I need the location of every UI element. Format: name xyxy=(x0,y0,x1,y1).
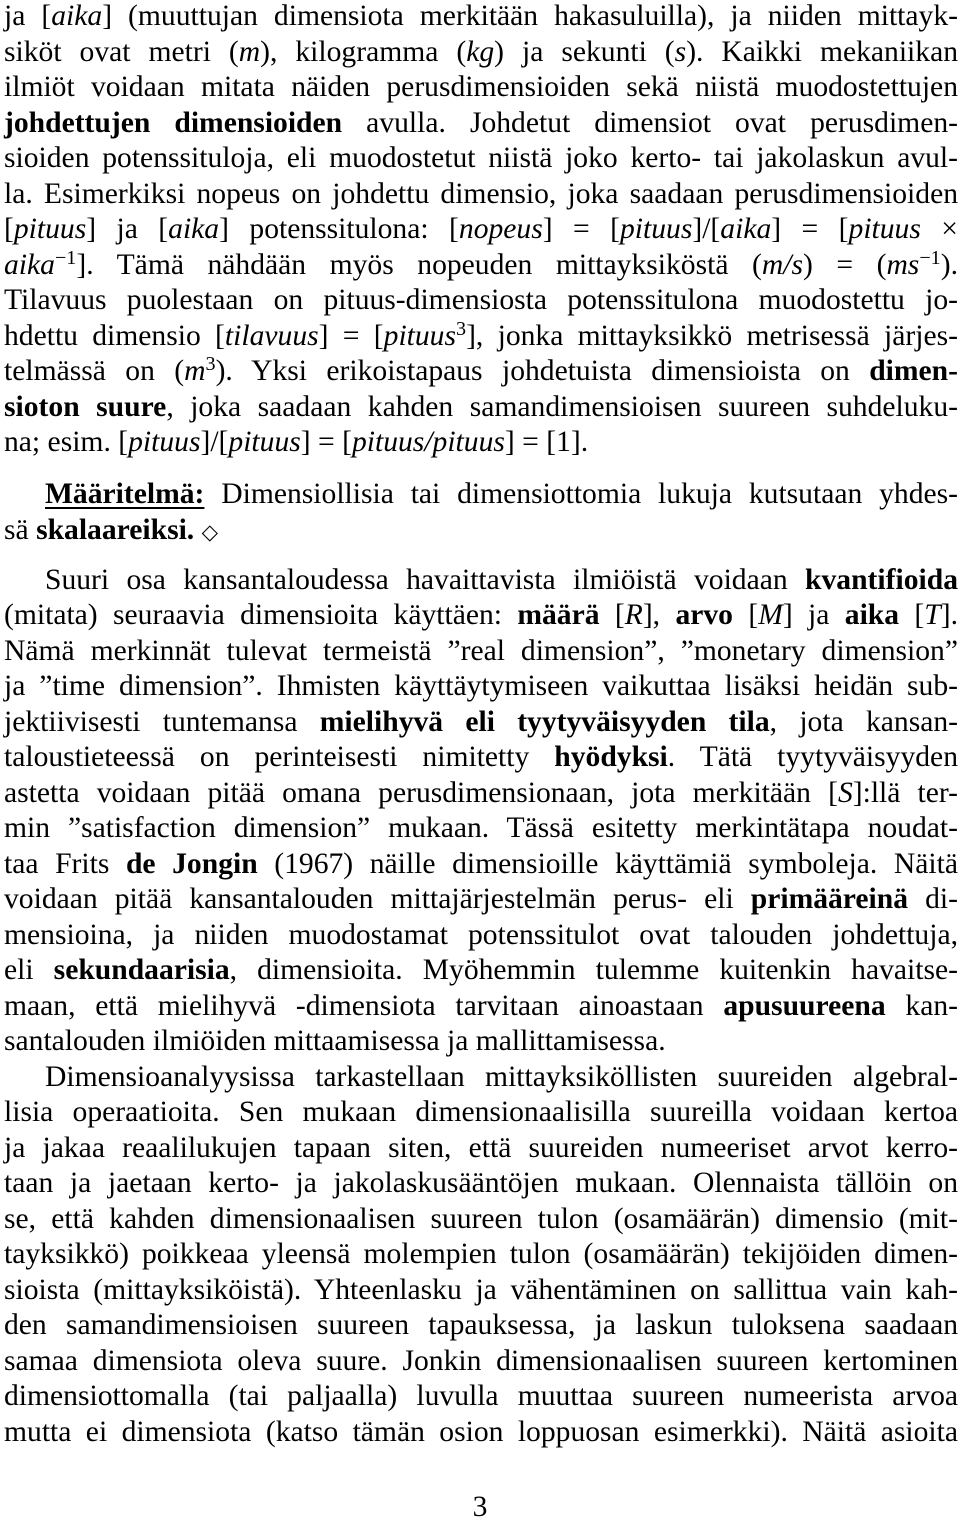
math-italic-text: kg xyxy=(466,35,495,68)
bold-term: arvo xyxy=(675,599,733,631)
text-line xyxy=(4,1415,958,1451)
superscript: 3 xyxy=(205,352,216,375)
text-run: siköt ovat metri ( xyxy=(4,35,239,68)
text-line xyxy=(4,513,958,549)
math-italic-text: tilavuus xyxy=(224,319,319,352)
text-run: eli xyxy=(4,954,54,986)
text-line xyxy=(4,1024,958,1060)
text-run: na; esim. [ xyxy=(4,426,129,458)
text-line xyxy=(4,776,958,812)
text-run: [ xyxy=(899,599,925,631)
text-run: (1967) näille dimensioille käyttämiä symboleja. Näitä xyxy=(257,847,958,880)
text-run: ]. Tämä nähdään myös nopeuden mittayksiköstä ( xyxy=(76,248,762,281)
text-line xyxy=(4,563,958,599)
math-italic-text: ms xyxy=(886,248,920,281)
text-run: ja [ xyxy=(4,0,52,32)
bold-term: apusuureena xyxy=(723,989,886,1022)
text-line xyxy=(4,0,958,35)
bold-term: hyödyksi xyxy=(554,741,668,773)
math-italic-text: T xyxy=(924,599,941,631)
math-italic-text: pituus xyxy=(13,213,87,245)
paragraph-economic-dimensions xyxy=(4,563,958,1060)
math-italic-text: pituus xyxy=(848,213,921,245)
text-run: ]. xyxy=(940,599,958,631)
text-run: Suuri osa kansantaloudessa havaittavista ilmiöistä voidaan xyxy=(45,563,806,596)
text-run: sioista (mittayksiköistä). Yhteenlasku ja vähentäminen on sallittua vain kah- xyxy=(4,1273,958,1306)
text-run: [ xyxy=(4,213,14,245)
text-line xyxy=(4,425,958,461)
text-run: ] = [ xyxy=(771,213,849,245)
text-run: ] (muuttujan dimensiota merkitään hakasuluilla), ja niiden mittayk- xyxy=(102,0,958,32)
text-run: ], jonka mittayksikkö metrisessä järjes- xyxy=(466,319,958,352)
text-run: taloustieteessä on perinteisesti nimitetty xyxy=(4,741,555,773)
math-italic-text: s xyxy=(674,35,687,68)
text-run: astetta voidaan pitää omana perusdimensionaan, jota merkitään [ xyxy=(4,776,838,809)
text-line xyxy=(4,177,958,213)
text-line xyxy=(4,141,958,177)
text-line xyxy=(4,1237,958,1273)
text-line xyxy=(4,1379,958,1415)
text-line xyxy=(4,1095,958,1131)
body-text xyxy=(4,0,958,1450)
text-line xyxy=(4,811,958,847)
bold-term: johdettujen dimensioiden xyxy=(4,106,343,139)
math-italic-text: M xyxy=(758,599,783,631)
text-run: la. Esimerkiksi nopeus on johdettu dimensio, joka saadaan perusdimensioiden xyxy=(4,177,958,210)
text-run: ). xyxy=(940,248,958,281)
text-run: . Tätä tyytyväisyyden xyxy=(667,741,958,773)
superscript: 3 xyxy=(456,317,467,340)
paragraph-dimensional-analysis xyxy=(4,1060,958,1451)
text-run: se, että kahden dimensionaalisen suureen tulon (osamäärän) dimensio (mit- xyxy=(4,1202,958,1235)
text-run: taan ja jaetaan kerto- ja jakolaskusääntöjen mukaan. Olennaista tällöin on xyxy=(4,1167,958,1199)
math-italic-text: m/s xyxy=(761,248,803,281)
text-line xyxy=(4,953,958,989)
text-line xyxy=(4,705,958,741)
math-italic-text: S xyxy=(837,776,853,809)
text-run: ) = ( xyxy=(802,248,887,281)
text-run: maan, että mielihyvä -dimensiota tarvitaan ainoastaan xyxy=(4,989,724,1022)
text-run: samaa dimensiota oleva suure. Jonkin dimensionaalisen suureen kertominen xyxy=(4,1344,958,1377)
math-italic-text: m xyxy=(184,355,206,387)
text-run: , jota kansan- xyxy=(769,705,959,738)
text-run: ] ja xyxy=(782,599,845,631)
bold-term: kvantifioida xyxy=(805,563,958,596)
text-run: ]/[ xyxy=(200,426,229,458)
text-run: min ”satisfaction dimension” mukaan. Tässä esitetty merkintätapa noudat- xyxy=(4,812,958,844)
text-line xyxy=(4,477,958,513)
text-run: den samandimensioisen suureen tapauksessa, ja laskun tuloksena saadaan xyxy=(4,1309,958,1341)
text-line xyxy=(4,1166,958,1202)
text-run: , dimensioita. Myöhemmin tulemme kuitenkin havaitse- xyxy=(229,954,959,986)
text-line xyxy=(4,989,958,1025)
bold-term: sioton suure xyxy=(4,390,167,423)
math-italic-text: pituus/pituus xyxy=(351,426,505,458)
text-line xyxy=(4,1060,958,1096)
text-run: Tilavuus puolestaan on pituus-dimensiosta potenssitulona muodostettu jo- xyxy=(4,284,958,316)
text-run: [ xyxy=(599,599,625,631)
definition-label: Määritelmä: xyxy=(45,478,205,510)
text-run: ] = [ xyxy=(318,319,384,352)
text-run: ), kilogramma ( xyxy=(260,35,467,68)
text-run: sioiden potenssituloja, eli muodostetut niistä joko kerto- tai jakolaskun avul- xyxy=(4,142,958,174)
math-italic-text: pituus xyxy=(383,319,456,352)
text-line xyxy=(4,106,958,142)
text-run: taa Frits xyxy=(4,847,126,880)
text-run: ]:llä ter- xyxy=(852,776,959,809)
text-run: ] ja [ xyxy=(86,213,169,245)
math-italic-text: nopeus xyxy=(458,213,543,245)
math-italic-text: m xyxy=(238,35,261,68)
text-run: ]/[ xyxy=(692,213,721,245)
text-line xyxy=(4,1131,958,1167)
text-run: ], xyxy=(642,599,676,631)
text-run xyxy=(194,514,201,546)
superscript: −1 xyxy=(919,246,941,269)
text-run: ). Kaikki mekaniikan xyxy=(686,35,959,68)
text-line xyxy=(4,1308,958,1344)
text-run: ] = [ xyxy=(300,426,352,458)
text-run: ] = [1]. xyxy=(504,426,589,458)
text-line xyxy=(4,918,958,954)
text-line xyxy=(4,390,958,426)
text-run: avulla. Johdetut dimensiot ovat perusdimen- xyxy=(342,106,958,139)
text-run: tayksikkö) poikkeaa yleensä molempien tulon (osamäärän) tekijöiden dimen- xyxy=(4,1238,958,1270)
text-run: ilmiöt voidaan mitata näiden perusdimensioiden sekä niistä muodostettujen xyxy=(4,71,958,103)
text-run: mensioina, ja niiden muodostamat potenssitulot ovat talouden johdettuja, xyxy=(4,918,958,951)
text-run: × xyxy=(920,213,958,245)
text-line xyxy=(4,882,958,918)
text-line xyxy=(4,283,958,319)
text-run: kan- xyxy=(885,989,958,1022)
text-run: sä xyxy=(4,513,37,546)
math-italic-text: aika xyxy=(168,213,220,245)
text-run: mutta ei dimensiota (katso tämän osion loppuosan esimerkki). Näitä asioita xyxy=(4,1415,958,1448)
math-italic-text: aika xyxy=(720,213,772,245)
bold-term: dimen- xyxy=(869,355,958,387)
text-line xyxy=(4,1273,958,1309)
paragraph-dimensions-intro xyxy=(4,0,958,461)
text-run: telmässä on ( xyxy=(4,355,185,387)
text-run: ) ja sekunti ( xyxy=(494,35,675,68)
math-italic-text: aika xyxy=(4,248,55,281)
end-of-definition-diamond-icon: ◇ xyxy=(201,519,219,545)
text-run: santalouden ilmiöiden mittaamisessa ja mallittamisessa. xyxy=(4,1025,666,1057)
math-italic-text: pituus xyxy=(620,213,693,245)
text-line xyxy=(4,598,958,634)
text-run: ). Yksi erikoistapaus johdetuista dimensioista on xyxy=(215,355,870,387)
text-run: Dimensiollisia tai dimensiottomia lukuja kutsutaan yhdes- xyxy=(204,478,958,510)
text-run: lisia operaatioita. Sen mukaan dimensionaalisilla suureilla voidaan kertoa xyxy=(4,1096,958,1128)
superscript: −1 xyxy=(54,246,77,269)
text-line xyxy=(4,354,958,390)
definition-paragraph xyxy=(4,477,958,548)
math-italic-text: aika xyxy=(51,0,103,32)
text-line xyxy=(4,847,958,883)
text-run: ja jakaa reaalilukujen tapaan siten, että suureiden numeeriset arvot kerro- xyxy=(4,1131,958,1164)
text-run: , joka saadaan kahden samandimensioisen suureen suhdeluku- xyxy=(166,390,959,423)
text-line xyxy=(4,1202,958,1238)
text-line xyxy=(4,1344,958,1380)
text-line xyxy=(4,634,958,670)
text-run: ] potenssitulona: [ xyxy=(219,213,459,245)
text-line xyxy=(4,319,958,355)
page-number: 3 xyxy=(472,1491,488,1523)
text-run: Nämä merkinnät tulevat termeistä ”real dimension”, ”monetary dimension” xyxy=(4,634,958,667)
text-line xyxy=(4,248,958,284)
text-line xyxy=(4,70,958,106)
text-run: hdettu dimensio [ xyxy=(4,319,225,352)
bold-term: skalaareiksi. xyxy=(36,513,195,546)
text-run: ] = [ xyxy=(542,213,620,245)
bold-term: aika xyxy=(844,599,900,631)
text-run: dimensiottomalla (tai paljaalla) luvulla muuttaa suureen numeerista arvoa xyxy=(4,1380,958,1412)
text-run: (mitata) seuraavia dimensioita käyttäen: xyxy=(4,599,518,631)
bold-term: primääreinä xyxy=(750,883,909,915)
bold-term: määrä xyxy=(517,599,600,631)
bold-term: de Jongin xyxy=(125,847,258,880)
text-line xyxy=(4,669,958,705)
text-run: Dimensioanalyysissa tarkastellaan mittayksiköllisten suureiden algebral- xyxy=(45,1060,958,1093)
text-line xyxy=(4,35,958,71)
text-run: voidaan pitää kansantalouden mittajärjestelmän perus- eli xyxy=(4,883,751,915)
text-line xyxy=(4,740,958,776)
bold-term: mielihyvä eli tyytyväisyyden tila xyxy=(319,705,770,738)
text-run: di- xyxy=(908,883,958,915)
math-italic-text: R xyxy=(624,599,643,631)
text-run: [ xyxy=(732,599,759,631)
math-italic-text: pituus xyxy=(128,426,201,458)
text-line xyxy=(4,212,958,248)
bold-term: sekundaarisia xyxy=(53,954,230,986)
math-italic-text: pituus xyxy=(228,426,301,458)
text-run: jektiivisesti tuntemansa xyxy=(4,705,320,738)
text-run: ja ”time dimension”. Ihmisten käyttäytymiseen vaikuttaa lisäksi heidän sub- xyxy=(4,670,958,702)
